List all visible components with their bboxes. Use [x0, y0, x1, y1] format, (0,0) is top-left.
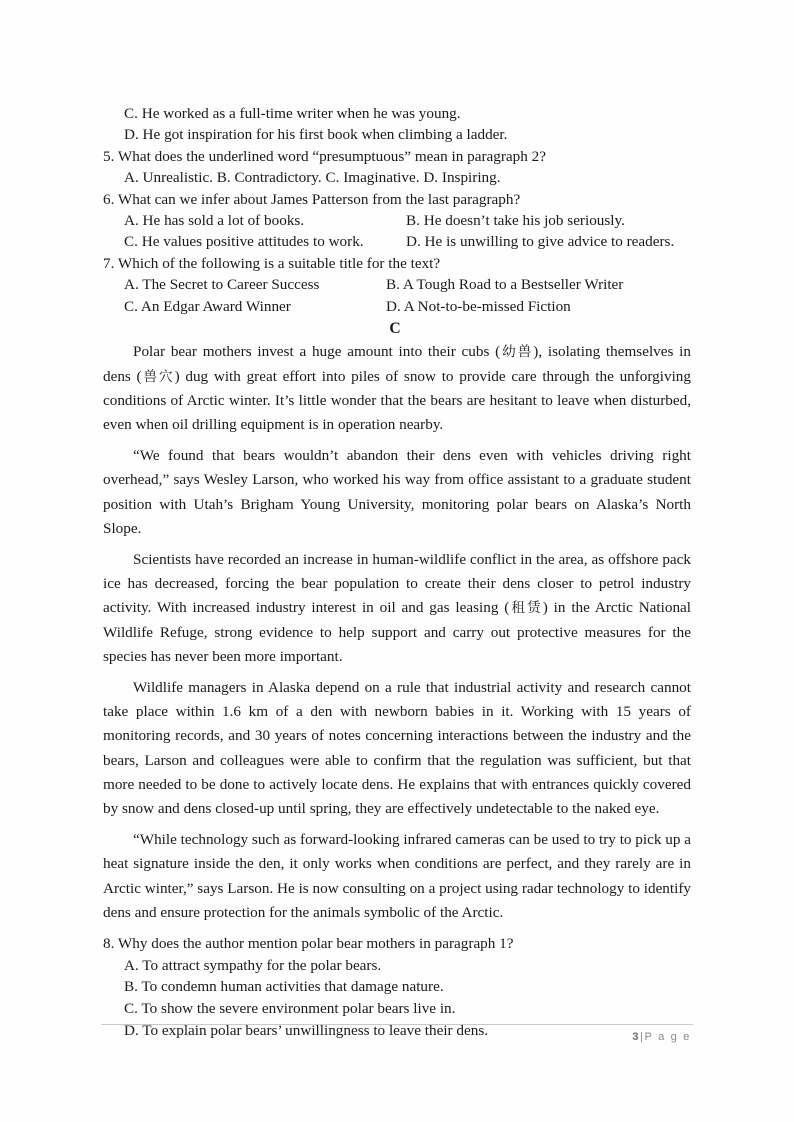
q4-option-d: D. He got inspiration for his first book when climbing a ladder.: [124, 126, 508, 144]
q8-stem: 8. Why does the author mention polar bear mothers in paragraph 1?: [103, 935, 514, 953]
q8-option-a: A. To attract sympathy for the polar bears.: [124, 956, 382, 974]
q4-option-c: C. He worked as a full-time writer when he was young.: [124, 105, 461, 122]
q6-option-d: D. He is unwilling to give advice to readers.: [406, 233, 675, 251]
section-heading-c: C: [389, 320, 401, 338]
q6-option-c: C. He values positive attitudes to work.: [124, 233, 364, 251]
q7-option-c: C. An Edgar Award Winner: [124, 297, 291, 315]
passage-paragraph-3: [103, 548, 691, 669]
footer-page-number: 3: [632, 1031, 641, 1043]
passage-text: Scientists have recorded an increase in human-wildlife conflict in the area, as offshore pack ice has decreased, forcing the bear population to create their dens closer to petrol industry activity. With increased industry interest in oil and gas leasing (: [103, 550, 691, 617]
passage-text: ), isolating themselves in dens (: [103, 343, 691, 385]
q7-stem: 7. Which of the following is a suitable title for the text?: [103, 254, 441, 272]
page-footer: [101, 1024, 693, 1043]
q7-option-d: D. A Not-to-be-missed Fiction: [386, 297, 571, 315]
question-group-6: [103, 210, 691, 253]
chinese-gloss: 幼兽: [500, 344, 534, 361]
q8-option-c: C. To show the severe environment polar bears live in.: [124, 1000, 456, 1018]
q6-stem: 6. What can we infer about James Patterson from the last paragraph?: [103, 190, 521, 208]
question-group-7: [103, 253, 691, 317]
q6-options-row-2: [103, 231, 691, 252]
q6-option-a: A. He has sold a lot of books.: [124, 212, 305, 230]
footer-page-indicator: [101, 1025, 693, 1043]
q8-option-b: B. To condemn human activities that damage nature.: [124, 978, 444, 996]
passage-text: “We found that bears wouldn’t abandon their dens even with vehicles driving right overhead,” says Wesley Larson, who worked his way from office assistant to a graduate student position with Utah’s Brigham Young University, monitoring polar bears on Alaska’s North Slope.: [103, 447, 691, 538]
passage-text: Wildlife managers in Alaska depend on a rule that industrial activity and research cannot take place within 1.6 km of a den with newborn babies in it. Working with 15 years of monitoring records, and 30 years of notes concerning interactions between the industry and the bears, Larson and colleagues were able to confirm that the regulation was sufficient, but that more needed to be done to actively locate dens. He explains that with entrances quickly covered by snow and dens closed-up until spring, they are effectively undetectable to the naked eye.: [103, 678, 691, 818]
passage-paragraph-1: [103, 340, 691, 437]
question-group-carryover: [103, 103, 691, 210]
q5-options: A. Unrealistic. B. Contradictory. C. Imaginative. D. Inspiring.: [124, 169, 501, 187]
passage-paragraph-5: [103, 828, 691, 925]
q8-option-d: D. To explain polar bears’ unwillingness to leave their dens.: [124, 1021, 489, 1039]
reading-passage: [103, 340, 691, 925]
footer-page-label: P a g e: [644, 1031, 691, 1043]
q6-option-b: B. He doesn’t take his job seriously.: [406, 212, 625, 230]
passage-paragraph-4: [103, 676, 691, 822]
passage-text: “While technology such as forward-looking infrared cameras can be used to try to pick up a heat signature inside the den, it only works when conditions are perfect, and they rarely are in Arctic winter,” says Larson. He is now consulting on a project using radar technology to identify dens and ensure protection for the animals symbolic of the Arctic.: [103, 831, 691, 921]
q5-stem: 5. What does the underlined word “presumptuous” mean in paragraph 2?: [103, 147, 546, 165]
q6-options-row-1: [103, 210, 691, 231]
page-content: [103, 103, 691, 1041]
passage-text: ) dug with great effort into piles of snow to provide care through the unforgiving conditions of Arctic winter. It’s little wonder that the bears are hesitant to leave when disturbed, even when oil drilling equipment is in operation nearby.: [103, 367, 691, 434]
chinese-gloss: 租赁: [509, 600, 543, 617]
passage-paragraph-2: [103, 444, 691, 541]
chinese-gloss: 兽穴: [141, 368, 175, 385]
passage-text: Polar bear mothers invest a huge amount into their cubs (: [133, 343, 501, 361]
q7-option-b: B. A Tough Road to a Bestseller Writer: [386, 276, 624, 294]
q7-option-a: A. The Secret to Career Success: [124, 276, 320, 294]
q7-options-row-1: [103, 274, 691, 295]
passage-text: ) in the Arctic National Wildlife Refuge, strong evidence to help support and carry out protective measures for the species has never been more important.: [103, 599, 691, 666]
footer-separator: |: [640, 1031, 645, 1043]
q7-options-row-2: [103, 296, 691, 317]
